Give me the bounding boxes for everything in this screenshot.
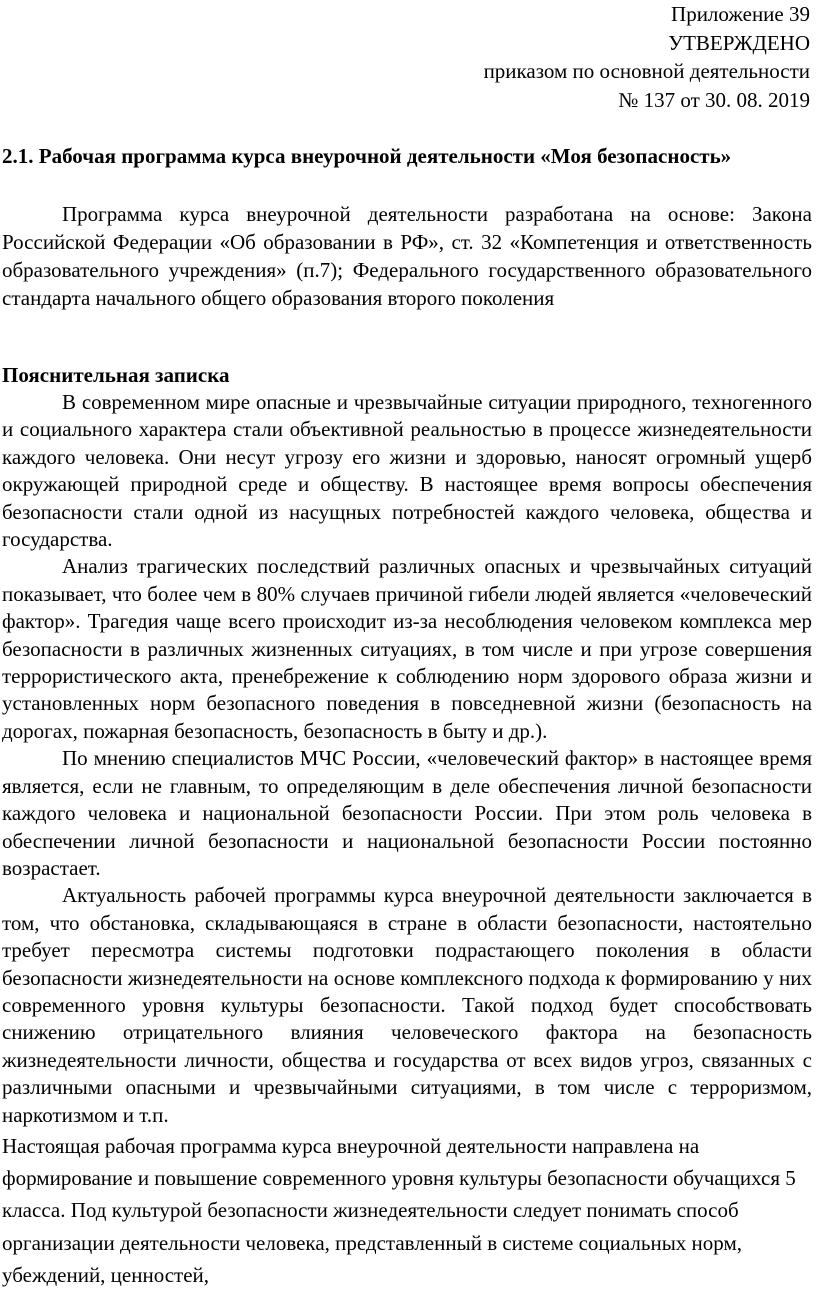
approved-stamp-text: УТВЕРЖДЕНО <box>668 30 810 55</box>
explanatory-note-body <box>2 389 812 1291</box>
intro-paragraph: Программа курса внеурочной деятельности разработана на основе: Закона Российской Федерации «Об образовании в РФ», ст. 32 «Компетенция и ответственность образовательного учреждения» (п.7); Федерального государственного образовательного стандарта начального общего образования второго поколения <box>2 202 812 310</box>
paragraph: В современном мире опасные и чрезвычайные ситуации природного, техногенного и социального характера стали объективной реальностью в процессе жизнедеятельности каждого человека. Они несут угрозу его жизни и здоровью, наносят огромный ущерб окружающей природной среде и обществу. В настоящее время вопросы обеспечения безопасности стали одной из насущных потребностей каждого человека, общества и государства. <box>2 390 812 552</box>
order-line: приказом по основной деятельности <box>483 59 810 83</box>
final-paragraph: Настоящая рабочая программа курса внеурочной деятельности направлена на формирование и повышение современного уровня культуры безопасности обучащихся 5 класса. Под культурой безопасности жизнедеятельности следует понимать способ организации деятельности человека, представленный в системе социальных норм, убеждений, ценностей, <box>2 1133 796 1287</box>
section-title: 2.1. Рабочая программа курса внеурочной деятельности «Моя безопасность» <box>2 144 732 168</box>
paragraph: Актуальность рабочей программы курса внеурочной деятельности заключается в том, что обстановка, складывающаяся в стране в области безопасности, настоятельно требует пересмотра системы подготовки подрастающего поколения в области безопасности жизнедеятельности на основе комплексного подхода к формированию у них современного уровня культуры безопасности. Такой подход будет способствовать снижению отрицательного влияния человеческого фактора на безопасность жизнедеятельности личности, общества и государства от всех видов угроз, связанных с различными опасными и чрезвычайными ситуациями, в том числе с терроризмом, наркотизмом и т.п. <box>2 883 812 1127</box>
explanatory-note-heading: Пояснительная записка <box>2 363 230 387</box>
paragraph: По мнению специалистов МЧС России, «человеческий фактор» в настоящее время является, если не главным, то определяющим в деле обеспечения личной безопасности каждого человека и национальной безопасности России. При этом роль человека в обеспечении личной безопасности и национальной безопасности России постоянно возрастает. <box>2 746 812 880</box>
appendix-label: Приложение 39 <box>671 2 810 26</box>
paragraph: Анализ трагических последствий различных опасных и чрезвычайных ситуаций показывает, что более чем в 80% случаев причиной гибели людей является «человеческий фактор». Трагедия чаще всего происходит из-за несоблюдения человеком комплекса мер безопасности в различных жизненных ситуациях, в том числе и при угрозе совершения террористического акта, пренебрежение к соблюдению норм здорового образа жизни и установленных норм безопасного поведения в повседневной жизни (безопасность на дорогах, пожарная безопасность, безопасность в быту и др.). <box>2 554 812 743</box>
approval-header <box>484 0 810 114</box>
order-number: № 137 от 30. 08. 2019 <box>618 87 810 112</box>
